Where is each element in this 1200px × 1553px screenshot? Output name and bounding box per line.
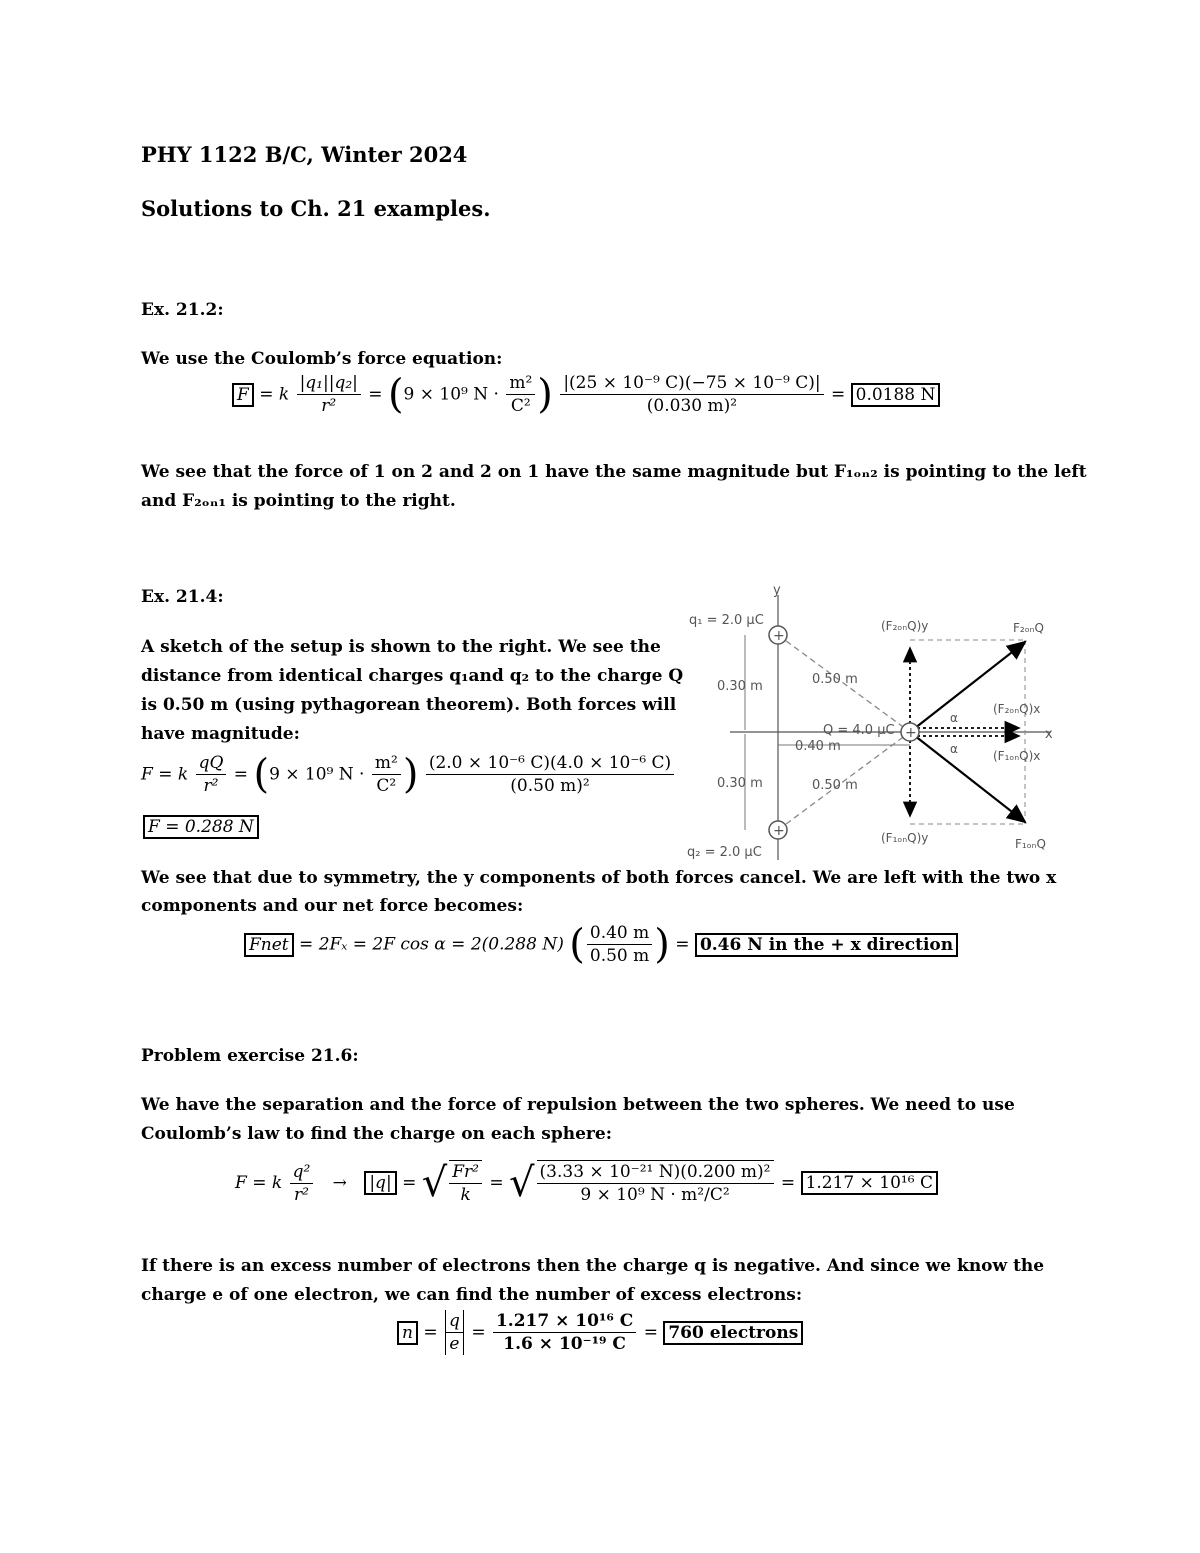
net-num: 0.40 m [587, 922, 652, 945]
n-eq-3: = [643, 1322, 658, 1343]
unit-den: C² [510, 396, 531, 416]
unit-den: C² [376, 776, 397, 796]
ex-21-4-after-1: We see that due to symmetry, the y components of both forces cancel. We are left with the two x [141, 868, 1057, 888]
Q-label: Q = 4.0 μC [823, 723, 895, 738]
ex-21-4-heading: Ex. 21.4: [141, 587, 224, 607]
unit-num: m² [506, 372, 535, 395]
pe-21-6-line4: charge e of one electron, we can find the number of excess electrons: [141, 1285, 803, 1305]
n-frac-den: e [449, 1334, 460, 1354]
ex-21-2-line1: We see that the force of 1 on 2 and 2 on 1 have the same magnitude but F₁ₒₙ₂ is pointing to the left [141, 462, 1087, 482]
result-box: F = 0.288 N [143, 815, 259, 839]
pe-21-6-line3: If there is an excess number of electrons then the charge q is negative. And since we know the [141, 1256, 1045, 1276]
value-den: (0.50 m)² [510, 776, 590, 796]
f2-vector [910, 642, 1025, 732]
course-title: PHY 1122 B/C, Winter 2024 [141, 142, 468, 167]
x-axis-label: x [1045, 727, 1053, 742]
charge-equation: F = k $\frac{\text{q²}}{\text{r²}}$ → |q| = √ $\frac{\text{Fr²}}{k}$ = √ $\frac{\text{(3.33 × 10⁻²¹ N)(0.200 m)²}}{\text{9 × 10⁹ N · m²/C²}}$ = 1.217 × 10¹⁶ C [235, 1160, 938, 1206]
sqrt1-den: k [460, 1185, 471, 1205]
sqrt1-num: Fr² [449, 1161, 482, 1184]
sqrt2-num: (3.33 × 10⁻²¹ N)(0.200 m)² [537, 1161, 774, 1184]
f1-label: F₁ₒₙQ [1015, 837, 1046, 851]
eq-numerator: q² [290, 1161, 314, 1184]
pe-21-6-heading: Problem exercise 21.6: [141, 1046, 359, 1066]
unit-num: m² [372, 752, 401, 775]
ex-21-4-text-3: is 0.50 m (using pythagorean theorem). Both forces will [141, 695, 677, 715]
Q-plus: + [905, 725, 917, 741]
page-subtitle: Solutions to Ch. 21 examples. [141, 196, 491, 221]
eq-sign: = [402, 1173, 417, 1193]
ex-21-4-result [143, 817, 259, 837]
ex-21-4-equation: F = k $\frac{qQ}{\text{r²}}$ = (9 × 10⁹ N · $\frac{\text{m²}}{\text{C²}}$ ) $\frac{\text{(2.0 × 10⁻⁶ C)(4.0 × 10⁻⁶ C)}}{\text{(0.50 m)²}}$ [141, 752, 676, 797]
ex-21-4-text-1: A sketch of the setup is shown to the right. We see the [141, 637, 661, 657]
d-bottom-label: 0.30 m [717, 776, 763, 791]
eq-lhs: F = k [235, 1173, 283, 1193]
r-bottom-label: 0.50 m [812, 778, 858, 793]
n-eq: = [423, 1322, 438, 1343]
ex-21-2-answer: 0.0188 N [851, 383, 941, 407]
eq-sign: = [368, 384, 383, 405]
arrow: → [332, 1173, 347, 1193]
n-box: n [397, 1321, 418, 1345]
alpha-bottom: α [950, 742, 958, 756]
electron-answer: 760 electrons [663, 1321, 803, 1345]
ex-21-2-equation: F = k $\frac{\text{|q₁||q₂|}}{\text{r²}}$ = (9 × 10⁹ N · $\frac{\text{m²}}{\text{C²}}$ ) $\frac{\text{|(25 × 10⁻⁹ C)(−75 × 10⁻⁹ C)|}}{\text{(0.030 m)²}}$ = 0.0188 N [232, 372, 940, 417]
eq-constant: 9 × 10⁹ N · [403, 384, 499, 405]
pe-21-6-line1: We have the separation and the force of repulsion between the two spheres. We need to use [141, 1095, 1015, 1115]
dx-label: 0.40 m [795, 739, 841, 754]
charge-answer: 1.217 × 10¹⁶ C [801, 1171, 938, 1195]
pe-21-6-line2: Coulomb’s law to find the charge on each sphere: [141, 1124, 612, 1144]
ex-21-2-intro: We use the Coulomb’s force equation: [141, 349, 503, 369]
eq-denominator: r² [203, 776, 219, 796]
q2-plus: + [773, 823, 785, 839]
value-num: |(25 × 10⁻⁹ C)(−75 × 10⁻⁹ C)| [560, 372, 823, 395]
eq-lhs: F = k [141, 764, 189, 785]
value-num: (2.0 × 10⁻⁶ C)(4.0 × 10⁻⁶ C) [426, 752, 674, 775]
eq-constant: 9 × 10⁹ N · [269, 764, 365, 785]
alpha-top: α [950, 711, 958, 725]
n-num: 1.217 × 10¹⁶ C [493, 1310, 636, 1333]
f1-vector [910, 732, 1025, 822]
n-den: 1.6 × 10⁻¹⁹ C [503, 1334, 626, 1354]
f2-label: F₂ₒₙQ [1013, 621, 1044, 635]
eq-denominator: r² [293, 1184, 309, 1205]
ex-21-2-heading: Ex. 21.2: [141, 300, 224, 320]
net-force-equation: Fnet = 2Fₓ = 2F cos α = 2(0.288 N) ( $\frac{0.40 m}{0.50 m}$ ) = 0.46 N in the + x direction [244, 922, 958, 967]
eq-numerator: |q₁||q₂| [297, 372, 361, 395]
eq-sign-2: = [489, 1173, 504, 1193]
ex-21-4-text-4: have magnitude: [141, 724, 300, 744]
eq-sign-2: = [830, 384, 846, 405]
eq-sign-3: = [780, 1173, 796, 1193]
eq-sign: = [233, 764, 249, 785]
eq-denominator: r² [321, 396, 337, 416]
net-answer: 0.46 N in the + x direction [695, 933, 958, 957]
q-abs-box: |q| [364, 1171, 396, 1195]
net-eq: = [675, 934, 690, 955]
eq-k: = k [259, 384, 290, 405]
electron-count-equation [397, 1310, 803, 1355]
q2-label: q₂ = 2.0 μC [687, 845, 762, 860]
net-den: 0.50 m [589, 946, 650, 966]
value-den: (0.030 m)² [646, 396, 738, 416]
fnet-box: Fnet [244, 933, 294, 957]
eq-numerator: qQ [196, 752, 227, 775]
y-axis-label: y [773, 583, 781, 598]
d-top-label: 0.30 m [717, 679, 763, 694]
f1y-label: (F₁ₒₙQ)y [881, 831, 929, 845]
ex-21-2-line2: and F₂ₒₙ₁ is pointing to the right. [141, 491, 456, 511]
f2y-label: (F₂ₒₙQ)y [881, 619, 929, 633]
ex-21-4-text-2: distance from identical charges q₁and q₂ to the charge Q [141, 666, 684, 686]
charge-diagram [685, 580, 1065, 865]
ex-21-4-after-2: components and our net force becomes: [141, 896, 524, 916]
q1-plus: + [773, 628, 785, 644]
n-frac-num: q [446, 1310, 463, 1333]
net-middle: = 2Fₓ = 2F cos α = 2(0.288 N) [299, 934, 564, 955]
f1x-label: (F₁ₒₙQ)x [993, 749, 1041, 763]
f2x-label: (F₂ₒₙQ)x [993, 702, 1041, 716]
q1-label: q₁ = 2.0 μC [689, 613, 764, 628]
force-symbol-box: F [232, 383, 254, 407]
sqrt2-den: 9 × 10⁹ N · m²/C² [580, 1185, 730, 1205]
r-top-label: 0.50 m [812, 672, 858, 687]
n-eq-2: = [471, 1322, 486, 1343]
